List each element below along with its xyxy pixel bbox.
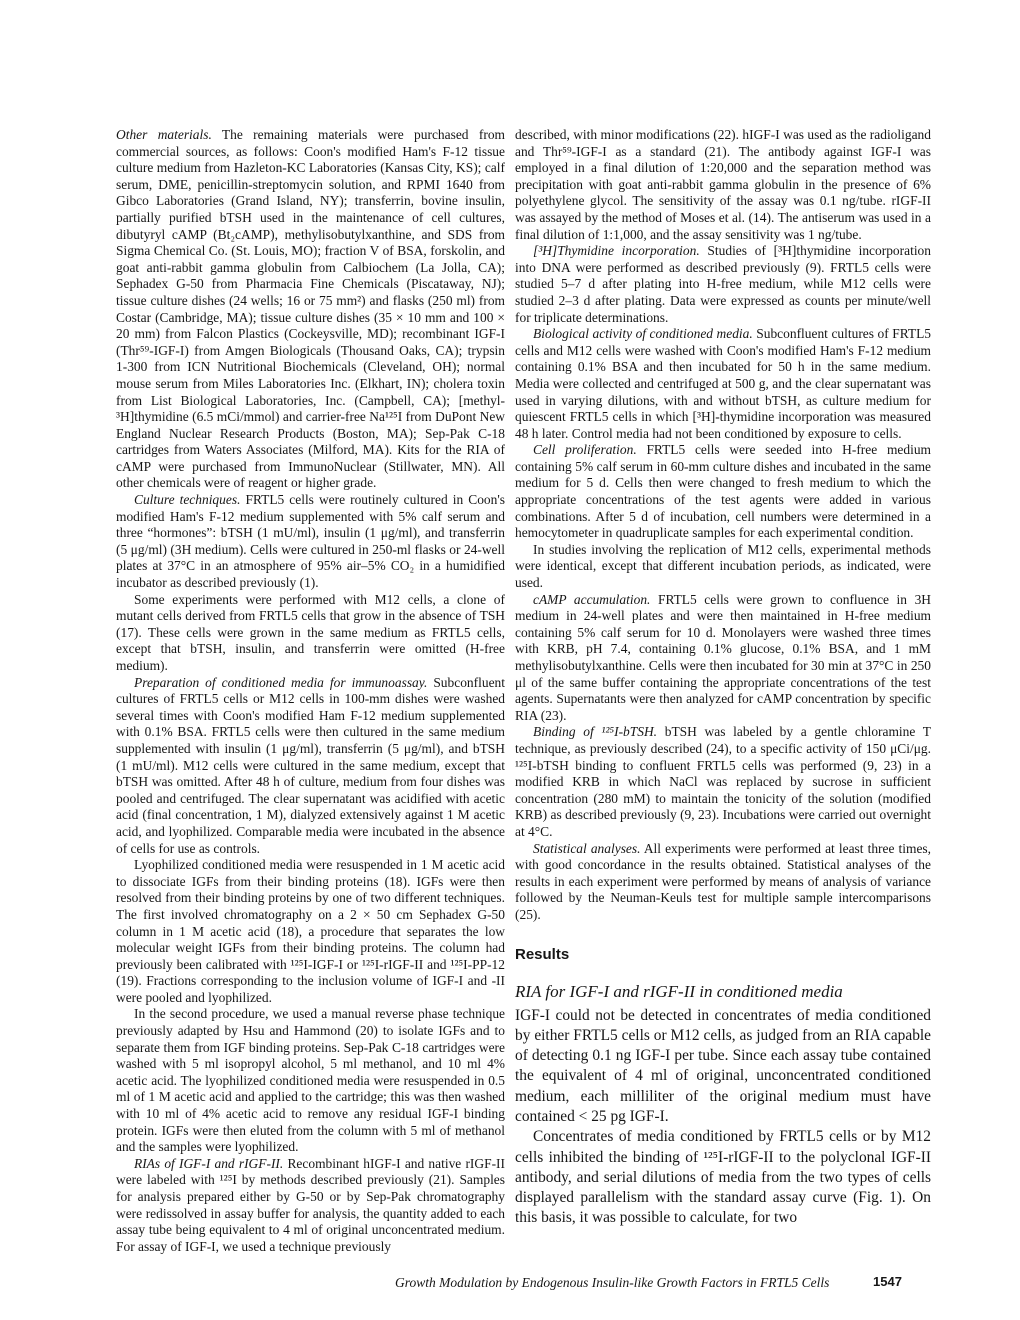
binding-heading: Binding of ¹²⁵I-bTSH. xyxy=(533,724,658,740)
results-body xyxy=(515,1006,931,1229)
culture-heading: Culture techniques. xyxy=(134,492,241,508)
other-materials-heading: Other materials. xyxy=(116,127,212,142)
preparation-text: Subconfluent cultures of FRTL5 cells or M12 cells in 100-mm dishes were washed several times with Coon's modified Ham F-12 medium supplemented with 0.1% BSA. FRTL5 cells were then cultured in the same medium supplemented with insulin (1 μg/ml), transferrin (5 μg/ml), and bTSH (1 mU/ml). M12 cells were cultured in the same medium, except that bTSH was omitted. After 48 h of culture, medium from four dishes was pooled and centrifuged. The clear supernatant was acidified with acetic acid (final concentration, 1 M), dialyzed extensively against 1 M acetic acid, and lyophilized. Comparable media were incubated in the absence of cells for use as controls. xyxy=(116,674,505,856)
camp-paragraph xyxy=(515,592,931,725)
lyophilized-paragraph: Lyophilized conditioned media were resuspended in 1 M acetic acid to dissociate IGFs from their binding proteins (18). IGFs were then resolved from their binding proteins by one of two different techniques. The first involved chromatography on a 2 × 50 cm Sephadex G-50 column in 1 M acetic acid (18), a procedure that separates the low molecular weight IGFs from their binding proteins. The column had previously been calibrated with ¹²⁵I-IGF-I or ¹²⁵I-rIGF-II and ¹²⁵I-PP-12 (19). Fractions corresponding to the inclusion volume of IGF-I and -II were pooled and lyophilized. xyxy=(116,857,505,1005)
left-column xyxy=(116,127,505,1255)
statistics-text: All experiments were performed at least three times, with good concordance in the results obtained. Statistical analyses of the results in each experiment were performed by means of analysis of variance followed by the Neuman-Keuls test for multiple sample intercomparisons (25). xyxy=(515,840,931,922)
thymidine-paragraph xyxy=(515,243,931,326)
other-materials-paragraph xyxy=(116,127,505,492)
cell-proliferation-text: FRTL5 cells were seeded into H-free medium containing 5% calf serum in 60-mm culture dishes and incubated in the same medium for 5 d. Cells then were changed to fresh medium to which the appropriate concentrations of the test agents were added in various combinations. After 5 d of incubation, cell numbers were determined in a hemocytometer in quadruplicate samples for each experimental condition. xyxy=(515,442,931,541)
biological-activity-paragraph xyxy=(515,326,931,442)
camp-text: FRTL5 cells were grown to confluence in 3H medium in 24-well plates and were then maintained in H-free medium containing 5% calf serum for 10 d. Monolayers were washed three times with KRB, pH 7.4, containing 0.1% glucose, 0.1% BSA, and 1 mM methylisobutylxanthine. Cells were then incubated for 30 min at 37°C in 250 μl of the same buffer containing the appropriate concentrations of the test agents. Supernatants were then analyzed for cAMP concentration by specific RIA (23). xyxy=(515,591,931,723)
m12-paragraph: Some experiments were performed with M12 cells, a clone of mutant cells derived from FRTL5 cells that grow in the absence of TSH (17). These cells were grown in the same medium as FRTL5 cells, except that bTSH, insulin, and transferrin were omitted (H-free medium). xyxy=(116,591,505,673)
results-paragraph-2: Concentrates of media conditioned by FRTL5 cells or by M12 cells inhibited the binding of ¹²⁵I-rIGF-II to the polyclonal IGF-II antibody, and serial dilutions of media from the two types of cells displayed parallelism with the standard assay curve (Fig. 1). On this basis, it was possible to calculate, for two xyxy=(515,1128,931,1227)
right-column xyxy=(515,127,931,1229)
statistics-paragraph xyxy=(515,841,931,924)
culture-paragraph xyxy=(116,492,505,592)
results-heading: Results xyxy=(515,945,570,963)
culture-text: FRTL5 cells were routinely cultured in Coon's modified Ham's F-12 medium supplemented with 5% calf serum and three “hormones”: bTSH (1 mU/ml), insulin (1 μg/ml), and transferrin (5 μg/ml) (3H medium). Cells were cultured in 250-ml flasks or 24-well plates at 37°C in an atmosphere of 95% air–5% CO₂ in a humidified incubator as described previously (1). xyxy=(116,492,505,591)
preparation-paragraph xyxy=(116,675,505,858)
binding-paragraph xyxy=(515,724,931,840)
thymidine-heading: [³H]Thymidine incorporation. xyxy=(533,243,700,259)
running-title: Growth Modulation by Endogenous Insulin-like Growth Factors in FRTL5 Cells xyxy=(395,1275,830,1290)
preparation-heading: Preparation of conditioned media for immunoassay. xyxy=(134,674,428,690)
camp-heading: cAMP accumulation. xyxy=(533,591,651,607)
rias-heading: RIAs of IGF-I and rIGF-II. xyxy=(134,1155,284,1171)
other-materials-text: The remaining materials were purchased from commercial sources, as follows: Coon's modified Ham's F-12 tissue culture medium from Hazleton-KC Laboratories (Kansas City, KS); calf serum, DME, penicillin-streptomycin solution, and RPMI 1640 from Gibco Laboratories (Grand Island, NY); transferrin, bovine insulin, partially purified bTSH used in the maintenance of cell cultures, dibutyryl cAMP (Bt₂cAMP), methylisobutylxanthine, and SDS from Sigma Chemical Co. (St. Louis, MO); fraction V of BSA, forskolin, and goat anti-rabbit gamma globulin from Calbiochem (La Jolla, CA); Sephadex G-50 from Pharmacia Fine Chemicals (Piscataway, NJ); tissue culture dishes (24 wells; 16 or 75 mm²) and flasks (250 ml) from Costar (Cambridge, MA); tissue culture dishes (35 × 10 mm and 100 × 20 mm) from Falcon Plastics (Cockeysville, MD); recombinant IGF-I (Thr⁵⁹-IGF-I) from Amgen Biologicals (Thousand Oaks, CA); trypsin 1-300 from ICN Nutritional Biochemicals (Cleveland, OH); normal mouse serum from Miles Laboratories Inc. (Elkhart, IN); cholera toxin from List Biological Laboratories, Inc. (Campbell, CA); [methyl-³H]thymidine (6.5 mCi/mmol) and carrier-free Na¹²⁵I from DuPont New England Nuclear Research Products (Boston, MA); Sep-Pak C-18 cartridges from Waters Associates (Milford, MA). Kits for the RIA of cAMP were purchased from ImmunoNuclear (Stillwater, MN). All other chemicals were of reagent or higher grade. xyxy=(116,127,505,491)
biological-activity-heading: Biological activity of conditioned media. xyxy=(533,326,753,342)
continued-paragraph: described, with minor modifications (22). hIGF-I was used as the radioligand and Thr⁵⁹-IGF-I as a standard (21). The antibody against IGF-I was employed in a final dilution of 1:20,000 and the separation method was precipitation with goat anti-rabbit gamma globulin in the presence of 6% polyethylene glycol. The sensitivity of the assay was 0.1 ng/tube. rIGF-II was assayed by the method of Moses et al. (14). The antiserum was used in a final dilution of 1:1,000, and the assay sensitivity was 1 ng/tube. xyxy=(515,127,931,242)
second-procedure-paragraph: In the second procedure, we used a manual reverse phase technique previously adapted by Hsu and Hammond (20) to isolate IGFs and to separate them from IGF binding proteins. Sep-Pak C-18 cartridges were washed with 5 ml isopropyl alcohol, 5 ml methanol, and 10 ml 4% acetic acid. The lyophilized conditioned media were resuspended in 0.5 ml of 1 M acetic acid and applied to the cartridge; this was then washed with 10 ml of 4% acetic acid to remove any residual IGF-I binding protein. IGFs were then eluted from the column with 5 ml of methanol and the samples were lyophilized. xyxy=(116,1006,505,1155)
m12-studies-paragraph: In studies involving the replication of M12 cells, experimental methods were identical, except that different incubation periods, as indicated, were used. xyxy=(515,541,931,591)
rias-paragraph xyxy=(116,1156,505,1256)
statistics-heading: Statistical analyses. xyxy=(533,840,641,856)
results-subheading: RIA for IGF-I and rIGF-II in conditioned media xyxy=(515,981,843,1001)
cell-proliferation-paragraph xyxy=(515,442,931,542)
thymidine-text: Studies of [³H]thymidine incorporation into DNA were performed as described previously (9). FRTL5 cells were studied 5–7 d after plating into H-free medium, while M12 cells were studied 2–3 d after plating. Data were expressed as counts per minute/well for triplicate determinations. xyxy=(515,243,931,325)
rias-text: Recombinant hIGF-I and native rIGF-II were labeled with ¹²⁵I by methods described previously (21). Samples for analysis prepared either by G-50 or by Sep-Pak chromatography were redissolved in assay buffer for analysis, the quantity added to each assay tube being equivalent to 4 ml of original unconcentrated medium. For assay of IGF-I, we used a technique previously xyxy=(116,1155,506,1254)
cell-proliferation-heading: Cell proliferation. xyxy=(533,442,637,458)
page-number: 1547 xyxy=(873,1274,902,1289)
binding-text: bTSH was labeled by a gentle chloramine T technique, as previously described (24), to a specific activity of 150 μCi/μg. ¹²⁵I-bTSH binding to confluent FRTL5 cells was performed (9, 23) in a modified KRB in which NaCl was replaced by sucrose in sufficient concentration (280 mM) to maintain the tonicity of the solution (modified KRB) as described previously (9, 23). Incubations were carried out overnight at 4°C. xyxy=(515,724,932,839)
results-paragraph-1: IGF-I could not be detected in concentrates of media conditioned by either FRTL5 cells or M12 cells, as judged from an RIA capable of detecting 0.1 ng IGF-I per tube. Since each assay tube contained the equivalent of 4 ml of original, unconcentrated conditioned medium, each milliliter of the original medium must have contained < 25 pg IGF-I. xyxy=(515,1006,931,1125)
biological-activity-text: Subconfluent cultures of FRTL5 cells and M12 cells were washed with Coon's modified Ham's F-12 medium containing 0.1% BSA and then incubated for 50 h in the same medium. Media were collected and centrifuged at 500 g, and the clear supernatant was used in varying dilutions, with and without bTSH, as culture medium for quiescent FRTL5 cells in which [³H]-thymidine incorporation was measured 48 h later. Control media had not been conditioned by exposure to cells. xyxy=(515,326,931,441)
